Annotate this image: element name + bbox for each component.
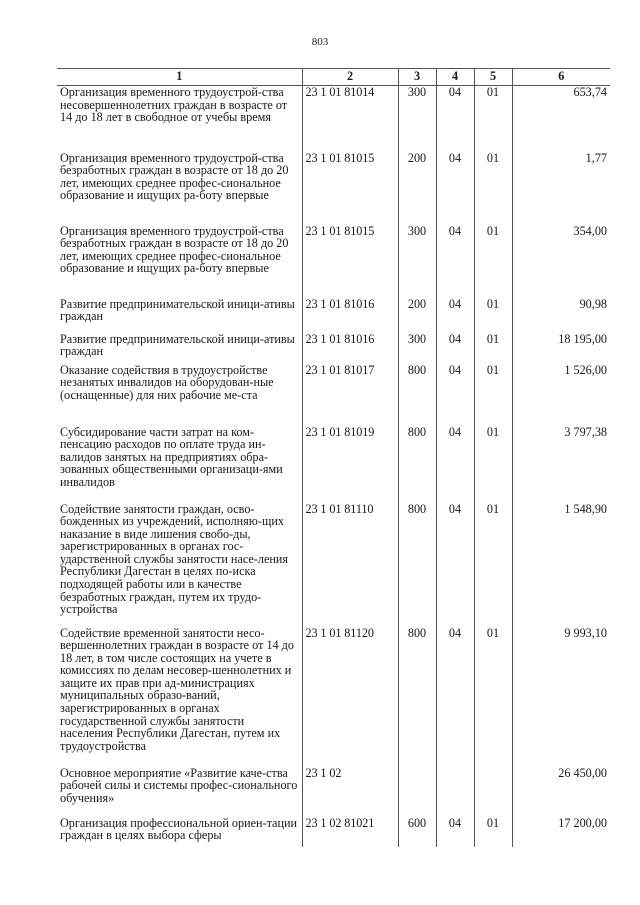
row-amount: 3 797,38 <box>512 426 610 503</box>
row-code: 23 1 01 81015 <box>302 225 398 298</box>
row-name: Развитие предпринимательской иници-ативы граждан <box>60 296 295 324</box>
row-col5: 01 <box>474 333 512 364</box>
column-header-1: 1 <box>57 69 302 86</box>
row-col4: 04 <box>436 333 474 364</box>
row-amount: 354,00 <box>512 225 610 298</box>
row-name: Организация временного трудоустрой-ства несовершеннолетних граждан в возрасте от 14 до 18 лет в свободное от учебы время <box>60 85 288 125</box>
row-amount: 90,98 <box>512 298 610 333</box>
row-amount: 1 548,90 <box>512 503 610 627</box>
row-code: 23 1 02 <box>302 767 398 817</box>
table-row <box>57 152 610 225</box>
row-code: 23 1 01 81016 <box>302 333 398 364</box>
row-code: 23 1 01 81014 <box>302 86 398 152</box>
row-col3: 600 <box>398 817 436 847</box>
row-col3: 300 <box>398 86 436 152</box>
table-row <box>57 426 610 503</box>
row-name: Организация временного трудоустрой-ства безработных граждан в возрасте от 18 до 20 лет, имеющих среднее профес-сиональное образование и ищущих ра-боту впервые <box>60 223 289 276</box>
row-code: 23 1 02 81021 <box>302 817 398 847</box>
column-header-3: 3 <box>398 69 436 86</box>
column-header-5: 5 <box>474 69 512 86</box>
row-col3: 200 <box>398 152 436 225</box>
row-col4: 04 <box>436 817 474 847</box>
row-amount: 9 993,10 <box>512 627 610 767</box>
row-col4: 04 <box>436 627 474 767</box>
row-col5: 01 <box>474 152 512 225</box>
budget-table <box>57 68 610 847</box>
row-amount: 1 526,00 <box>512 364 610 426</box>
row-name: Оказание содействия в трудоустройстве незанятых инвалидов на оборудован-ные (оснащенные) для них рабочие ме-ста <box>60 362 274 402</box>
row-col4: 04 <box>436 426 474 503</box>
table-row <box>57 333 610 364</box>
table-row <box>57 364 610 426</box>
row-amount: 653,74 <box>512 86 610 152</box>
row-col5: 01 <box>474 426 512 503</box>
row-name: Развитие предпринимательской иници-ативы граждан <box>60 331 295 359</box>
row-code: 23 1 01 81015 <box>302 152 398 225</box>
row-name: Содействие временной занятости несо-вершеннолетних граждан в возрасте от 14 до 18 лет, в том числе состоящих на учете в комиссиях по делам несовер-шеннолетних и защите их прав при ад-министрациях муниципальных образо-ваний, зарегистрированных в органах государственной службы занятости населения Республики Дагестан, путем их трудоустройства <box>60 625 294 753</box>
row-col5: 01 <box>474 364 512 426</box>
row-col4: 04 <box>436 298 474 333</box>
row-col3: 300 <box>398 225 436 298</box>
row-col4: 04 <box>436 503 474 627</box>
row-col5: 01 <box>474 298 512 333</box>
row-name: Содействие занятости граждан, осво-божденных из учреждений, исполняю-щих наказание в виде лишения свобо-ды, зарегистрированных в органах гос-ударственной службы занятости насе-ления Республики Дагестан в целях по-иска подходящей работы или в качестве безработных граждан, путем их трудо-устройства <box>60 501 289 617</box>
row-col5: 01 <box>474 86 512 152</box>
row-col5: 01 <box>474 225 512 298</box>
row-col3: 200 <box>398 298 436 333</box>
page-number: 803 <box>311 36 329 48</box>
row-col3: 800 <box>398 503 436 627</box>
table-row <box>57 503 610 627</box>
row-col5: 01 <box>474 503 512 627</box>
row-amount: 1,77 <box>512 152 610 225</box>
table-header-row <box>57 69 610 86</box>
row-amount: 17 200,00 <box>512 817 610 847</box>
row-name: Субсидирование части затрат на ком-пенсацию расходов по оплате труда ин-валидов занятых на предприятиях обра-зованных общественными организаци-ями инвалидов <box>60 424 283 489</box>
row-code: 23 1 01 81110 <box>302 503 398 627</box>
row-col4 <box>436 767 474 817</box>
table-row <box>57 767 610 817</box>
column-header-4: 4 <box>436 69 474 86</box>
table-row <box>57 817 610 847</box>
row-col4: 04 <box>436 152 474 225</box>
table-row <box>57 298 610 333</box>
row-name: Организация временного трудоустрой-ства безработных граждан в возрасте от 18 до 20 лет, имеющих среднее профес-сиональное образование и ищущих ра-боту впервые <box>60 150 289 203</box>
row-col5: 01 <box>474 817 512 847</box>
row-col3 <box>398 767 436 817</box>
column-header-6: 6 <box>512 69 610 86</box>
row-col5: 01 <box>474 627 512 767</box>
row-code: 23 1 01 81017 <box>302 364 398 426</box>
row-col3: 800 <box>398 426 436 503</box>
row-name: Организация профессиональной ориен-тации граждан в целях выбора сферы <box>60 815 298 843</box>
table-row <box>57 86 610 152</box>
row-col4: 04 <box>436 86 474 152</box>
row-col5 <box>474 767 512 817</box>
column-header-2: 2 <box>302 69 398 86</box>
row-col3: 800 <box>398 627 436 767</box>
row-amount: 26 450,00 <box>512 767 610 817</box>
row-code: 23 1 01 81019 <box>302 426 398 503</box>
row-col3: 800 <box>398 364 436 426</box>
row-code: 23 1 01 81016 <box>302 298 398 333</box>
row-code: 23 1 01 81120 <box>302 627 398 767</box>
row-amount: 18 195,00 <box>512 333 610 364</box>
row-col4: 04 <box>436 364 474 426</box>
table-row <box>57 225 610 298</box>
row-name: Основное мероприятие «Развитие каче-ства рабочей силы и системы профес-сионального обучения» <box>60 765 298 805</box>
row-col3: 300 <box>398 333 436 364</box>
table-row <box>57 627 610 767</box>
row-col4: 04 <box>436 225 474 298</box>
